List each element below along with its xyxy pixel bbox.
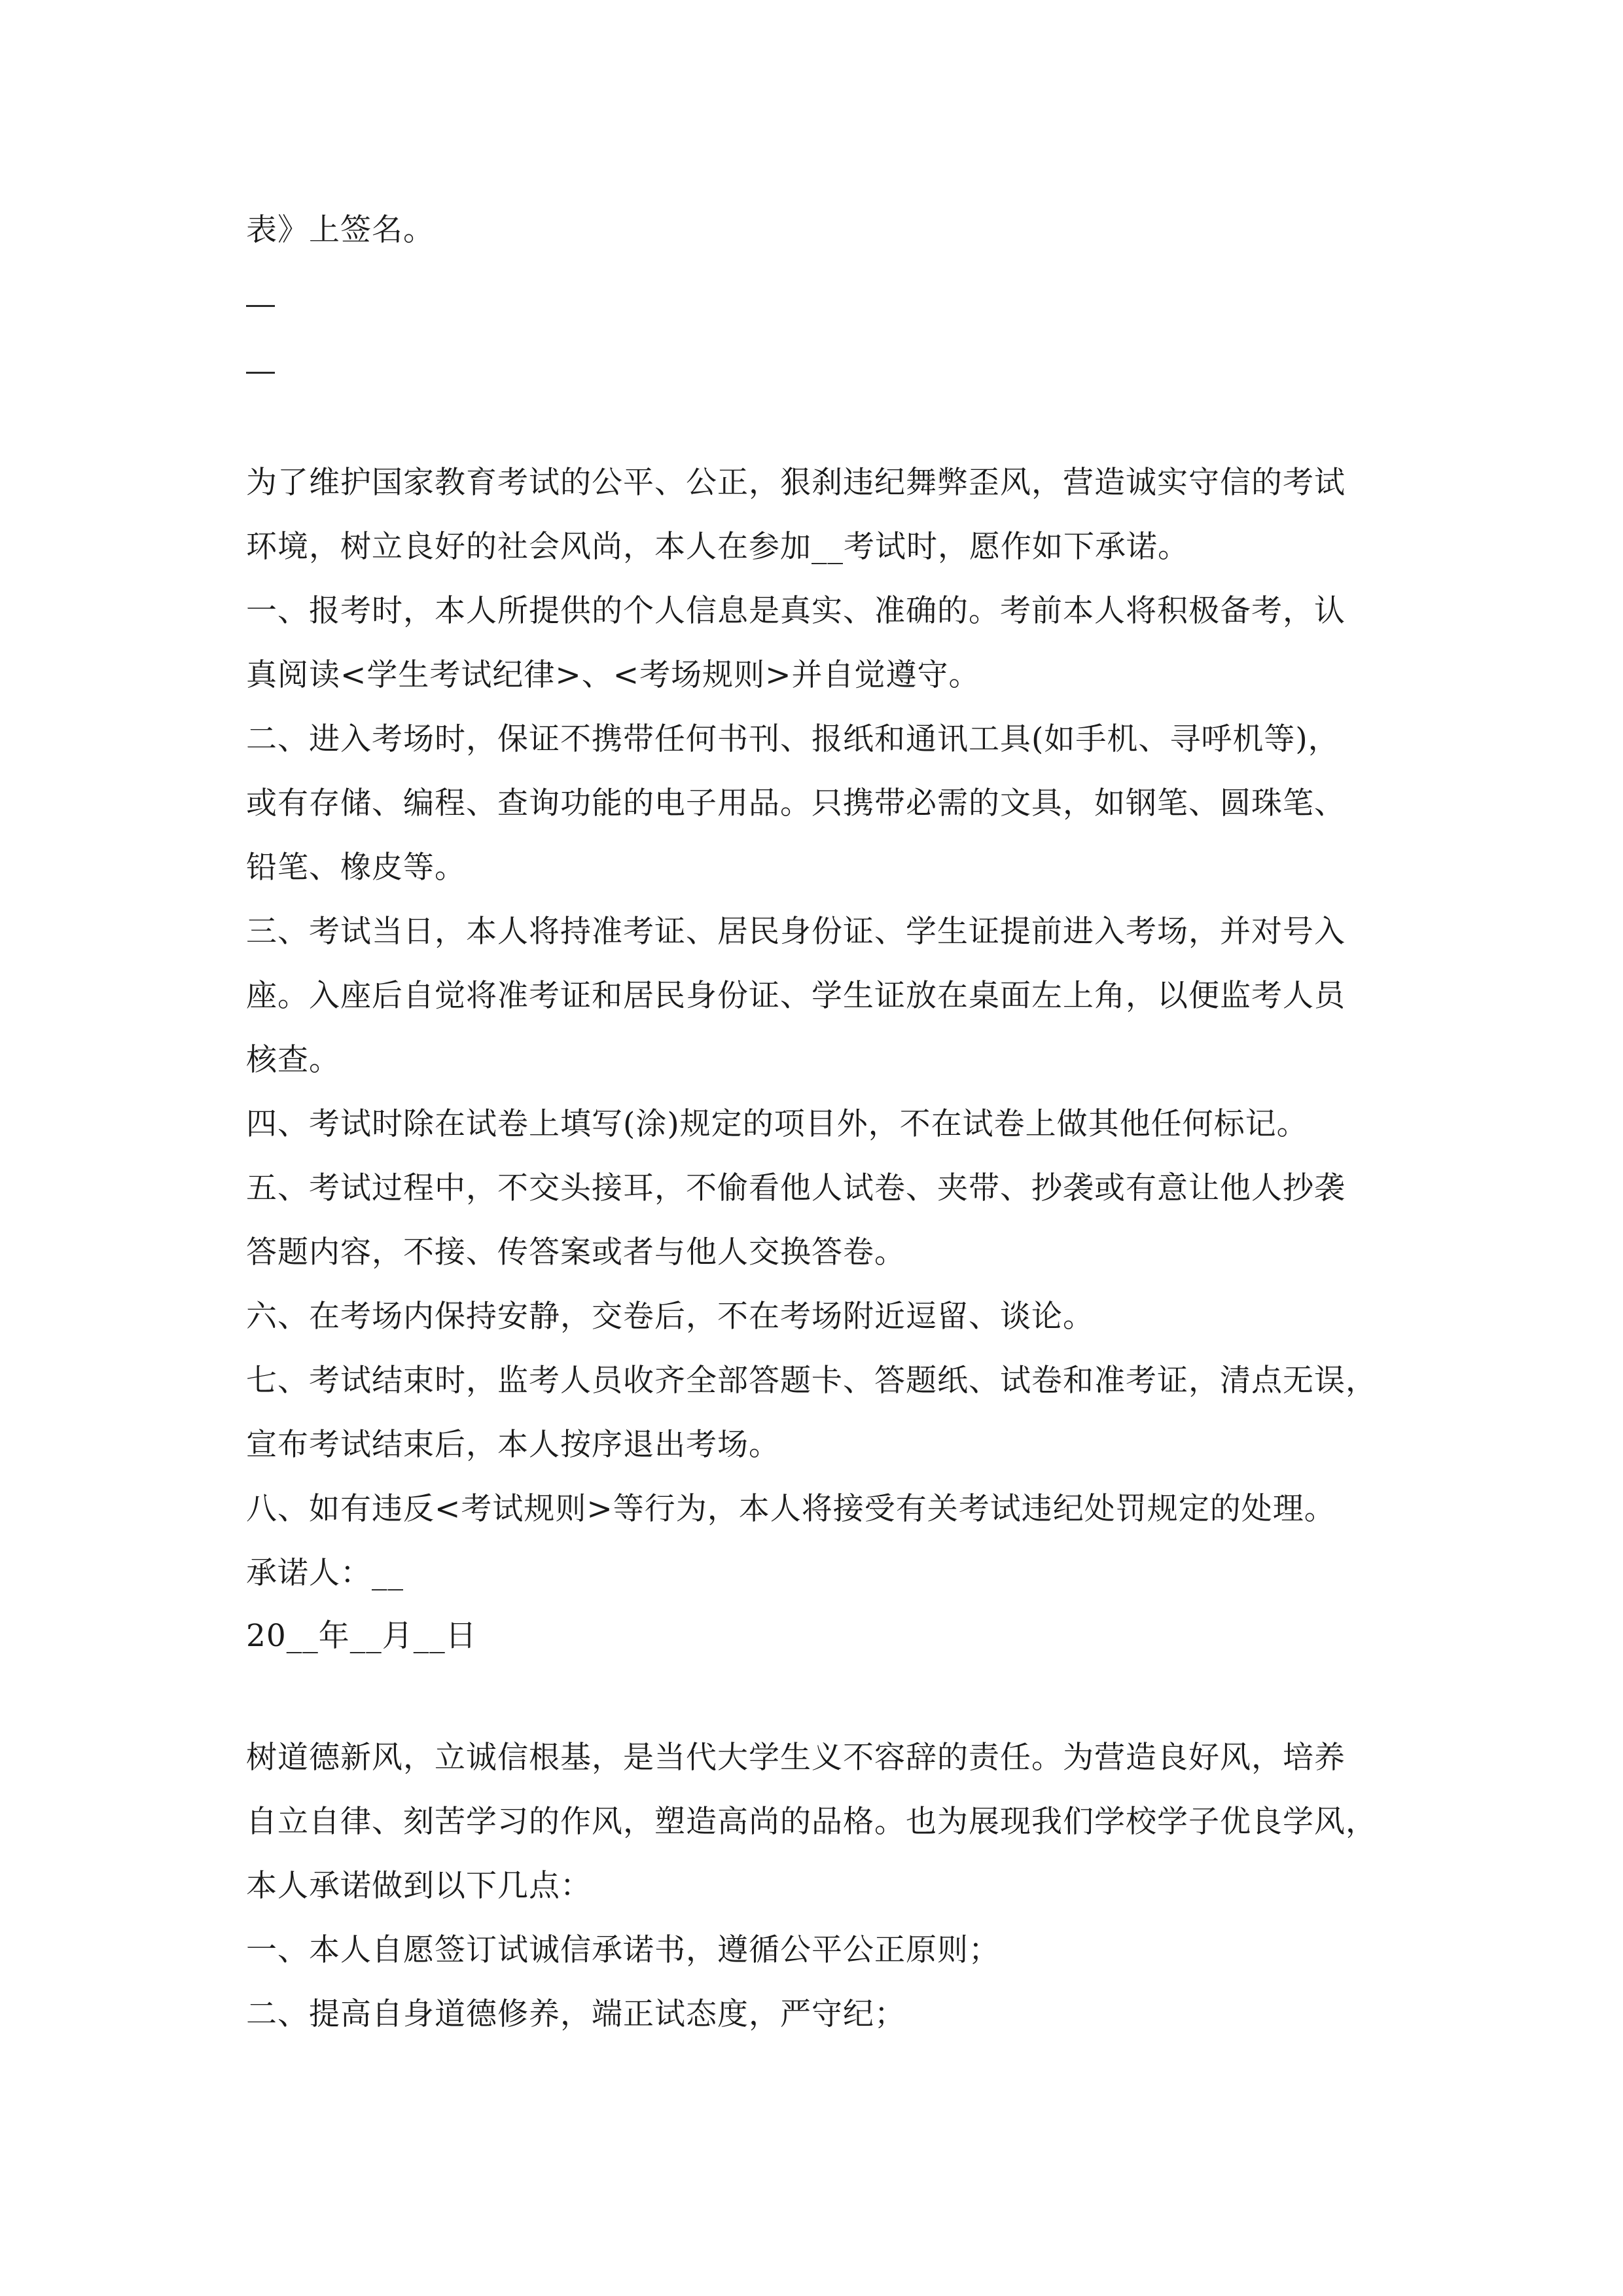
list-item-line: 八、如有违反<考试规则>等行为，本人将接受有关考试违纪处罚规定的处理。 xyxy=(246,1491,1336,1527)
list-item-line: 二、进入考场时，保证不携带任何书刊、报纸和通讯工具(如手机、寻呼机等)， xyxy=(246,721,1340,757)
dash-line xyxy=(246,305,275,307)
list-item-line: 核查。 xyxy=(246,1042,340,1078)
list-item-line: 宣布考试结束后，本人按序退出考场。 xyxy=(246,1427,780,1463)
list-item-line: 真阅读<学生考试纪律>、<考场规则>并自觉遵守。 xyxy=(246,657,980,693)
list-item-line: 五、考试过程中，不交头接耳，不偷看他人试卷、夹带、抄袭或有意让他人抄袭 xyxy=(246,1170,1346,1206)
paragraph-line: 为了维护国家教育考试的公平、公正，狠刹违纪舞弊歪风，营造诚实守信的考试 xyxy=(246,465,1346,501)
signer-line: 承诺人：__ xyxy=(246,1555,404,1591)
list-item-line: 四、考试时除在试卷上填写(涂)规定的项目外，不在试卷上做其他任何标记。 xyxy=(246,1106,1308,1142)
list-item-line: 二、提高自身道德修养，端正试态度，严守纪； xyxy=(246,1996,906,2032)
paragraph-line: 环境，树立良好的社会风尚，本人在参加__考试时，愿作如下承诺。 xyxy=(246,529,1189,565)
list-item-line: 答题内容，不接、传答案或者与他人交换答卷。 xyxy=(246,1234,906,1270)
list-item-line: 一、报考时，本人所提供的个人信息是真实、准确的。考前本人将积极备考，认 xyxy=(246,593,1346,629)
list-item-line: 六、在考场内保持安静，交卷后，不在考场附近逗留、谈论。 xyxy=(246,1299,1094,1335)
list-item-line: 或有存储、编程、查询功能的电子用品。只携带必需的文具，如钢笔、圆珠笔、 xyxy=(246,785,1346,821)
paragraph-line: 自立自律、刻苦学习的作风，塑造高尚的品格。也为展现我们学校学子优良学风， xyxy=(246,1804,1377,1840)
list-item-line: 铅笔、橡皮等。 xyxy=(246,850,466,886)
text-line: 表》上签名。 xyxy=(246,212,435,248)
list-item-line: 七、考试结束时，监考人员收齐全部答题卡、答题纸、试卷和准考证，清点无误， xyxy=(246,1363,1377,1399)
list-item-line: 座。入座后自觉将准考证和居民身份证、学生证放在桌面左上角，以便监考人员 xyxy=(246,978,1346,1014)
paragraph-line: 树道德新风，立诚信根基，是当代大学生义不容辞的责任。为营造良好风，培养 xyxy=(246,1740,1346,1776)
list-item-line: 一、本人自愿签订试诚信承诺书，遵循公平公正原则； xyxy=(246,1932,1000,1968)
dash-line xyxy=(246,372,275,374)
list-item-line: 三、考试当日，本人将持准考证、居民身份证、学生证提前进入考场，并对号入 xyxy=(246,914,1346,950)
paragraph-line: 本人承诺做到以下几点： xyxy=(246,1868,592,1904)
date-line: 20__年__月__日 xyxy=(246,1618,477,1654)
